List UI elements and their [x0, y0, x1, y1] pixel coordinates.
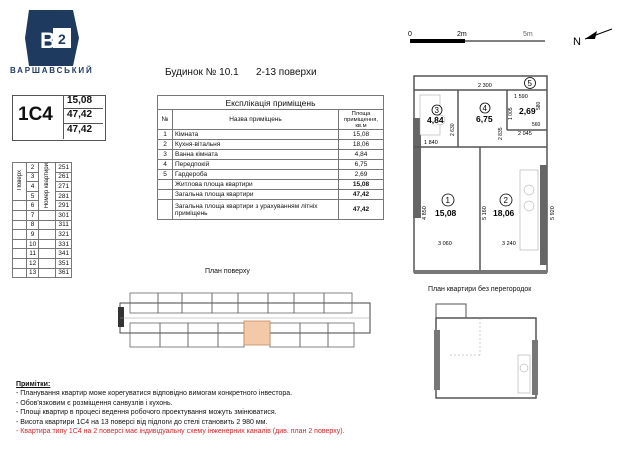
notes-section	[16, 380, 344, 436]
floor-cell: 7	[27, 210, 39, 220]
building-number: Будинок № 10.1	[165, 67, 239, 78]
apt-cell: 341	[56, 249, 72, 259]
dim: 2 045	[518, 131, 532, 137]
floor-cell: 11	[27, 249, 39, 259]
room-5-num: 5	[527, 79, 532, 88]
apt-cell: 251	[56, 163, 72, 173]
floor-label: Поверх	[16, 170, 23, 191]
table-row	[158, 180, 384, 190]
apt-cell: 301	[56, 210, 72, 220]
apartment-code: 1С4	[18, 104, 53, 125]
floor-number-table	[12, 162, 72, 278]
room-num: 3	[158, 150, 173, 160]
explication-table	[157, 95, 384, 220]
table-row	[158, 200, 384, 220]
floor-cell: 12	[27, 258, 39, 268]
total-label: Загальна площа квартири з урахуванням літніх приміщень	[173, 200, 339, 220]
apartment-total-area-summer: 47,42	[63, 124, 103, 139]
apt-cell: 351	[56, 258, 72, 268]
room-4-area: 6,75	[476, 114, 493, 124]
room-area: 15,08	[339, 130, 384, 140]
dim: 2 300	[478, 83, 492, 89]
open-plan-drawing	[430, 300, 550, 400]
dim: 560	[532, 122, 541, 128]
apt-cell: 361	[56, 268, 72, 278]
floor-cell: 8	[27, 220, 39, 230]
room-area: 18,06	[339, 140, 384, 150]
dim: 1 005	[508, 107, 514, 120]
room-area: 2,69	[339, 170, 384, 180]
apt-cell: 321	[56, 230, 72, 240]
apartment-plan	[390, 70, 570, 280]
north-label: N	[573, 36, 581, 48]
floor-cell: 6	[27, 201, 39, 211]
table-row	[158, 170, 384, 180]
room-3-area: 4,84	[427, 115, 444, 125]
room-num: 1	[158, 130, 173, 140]
floor-plan-thumbnail	[110, 285, 378, 355]
room-area: 4,84	[339, 150, 384, 160]
room-num: 5	[158, 170, 173, 180]
apt-label: Номер квартири	[44, 162, 51, 209]
floor-cell: 13	[27, 268, 39, 278]
scale-end: 5m	[523, 31, 533, 38]
room-1-num: 1	[445, 196, 450, 205]
room-num: 2	[158, 140, 173, 150]
room-name: Кухня-вітальня	[173, 140, 339, 150]
apt-cell: 291	[56, 201, 72, 211]
apartment-total-area: 47,42	[63, 109, 103, 124]
apt-cell: 271	[56, 182, 72, 192]
total-value: 15,08	[339, 180, 384, 190]
brand-logo	[23, 8, 83, 68]
room-1-area: 15,08	[435, 208, 457, 218]
floor-cell: 5	[27, 191, 39, 201]
room-2-num: 2	[503, 196, 508, 205]
table-row	[158, 150, 384, 160]
table-row	[158, 130, 384, 140]
apt-label-cell	[39, 163, 56, 211]
room-num: 4	[158, 160, 173, 170]
col-name: Назва приміщень	[173, 110, 339, 130]
col-num: №	[158, 110, 173, 130]
room-name: Кімната	[173, 130, 339, 140]
dim: 1 840	[424, 140, 438, 146]
table-row	[158, 160, 384, 170]
floor-cell: 3	[27, 172, 39, 182]
brand-name: ВАРШАВСЬКИЙ	[10, 66, 94, 75]
room-5-area: 2,69	[519, 106, 536, 116]
apartment-highlight	[244, 321, 270, 345]
dim: 5 920	[550, 206, 556, 220]
scale-zero: 0	[408, 31, 412, 38]
svg-text:B: B	[40, 28, 56, 53]
dim: 3 060	[438, 241, 452, 247]
apt-cell: 331	[56, 239, 72, 249]
dim: 580	[536, 101, 542, 110]
room-name: Передпокій	[173, 160, 339, 170]
room-area: 6,75	[339, 160, 384, 170]
apt-cell: 281	[56, 191, 72, 201]
dim: 2 630	[450, 123, 456, 136]
floor-cell: 2	[27, 163, 39, 173]
floor-label-cell	[13, 163, 27, 201]
total-label: Житлова площа квартири	[173, 180, 339, 190]
floors-range: 2-13 поверхи	[256, 67, 317, 78]
total-value: 47,42	[339, 190, 384, 200]
dim: 5 160	[482, 206, 488, 220]
notes-title: Примітки:	[16, 381, 51, 388]
room-name: Гардероба	[173, 170, 339, 180]
room-2-area: 18,06	[493, 208, 515, 218]
dim: 4 850	[422, 206, 428, 220]
scale-bar	[405, 27, 620, 49]
note-line: - Площі квартир в процесі ведення робочого проектування можуть змінюватися.	[16, 409, 277, 417]
note-line: - Висота квартири 1С4 на 13 поверсі від підлоги до стелі становить 2 980 мм.	[16, 418, 268, 426]
room-4-num: 4	[482, 104, 487, 113]
svg-text:2: 2	[58, 31, 66, 47]
explication-title: Експлікація приміщень	[158, 96, 384, 110]
dim: 1 590	[514, 94, 528, 100]
apartment-living-area: 15,08	[63, 95, 103, 109]
table-row	[158, 140, 384, 150]
floor-cell: 4	[27, 182, 39, 192]
note-line: - Обов'язковим є розміщення санвузлів і кухонь.	[16, 399, 173, 407]
floor-plan-label: План поверху	[205, 268, 250, 275]
apt-cell: 311	[56, 220, 72, 230]
total-label: Загальна площа квартири	[173, 190, 339, 200]
plan-no-walls-label: План квартири без перегородок	[428, 286, 532, 293]
floor-cell: 9	[27, 230, 39, 240]
table-row	[158, 190, 384, 200]
apt-cell: 261	[56, 172, 72, 182]
room-3-num: 3	[434, 106, 439, 115]
note-line-warning: - Квартира типу 1С4 на 2 поверсі має індивідуальну схему інженерних каналів (див. план 2 поверху).	[16, 428, 345, 436]
room-name: Ванна кімната	[173, 150, 339, 160]
note-line: - Планування квартир може корегуватися відповідно вимогам конкретного інвестора.	[16, 390, 293, 398]
total-value: 47,42	[339, 200, 384, 220]
dim: 3 240	[502, 241, 516, 247]
scale-mid: 2m	[457, 31, 467, 38]
north-arrow-icon	[585, 29, 612, 39]
col-area: Площа приміщення, кв.м	[339, 110, 384, 130]
dim: 2 835	[498, 127, 504, 140]
floor-cell: 10	[27, 239, 39, 249]
